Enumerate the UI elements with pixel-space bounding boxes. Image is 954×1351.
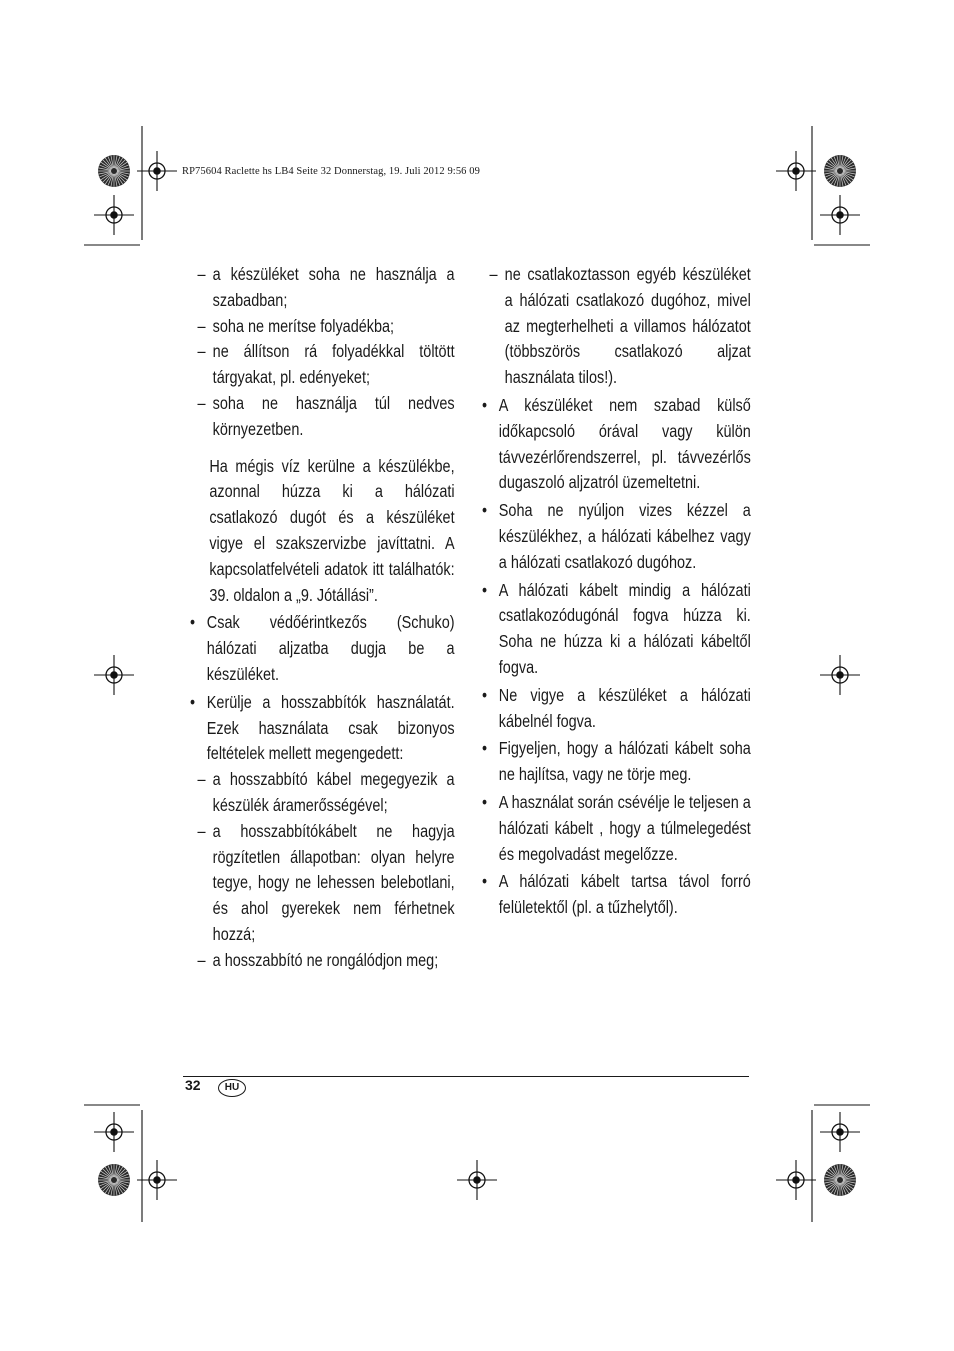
footer-rule [183, 1076, 749, 1077]
list-marker: • [190, 691, 196, 712]
list-item-text: a készüléket soha ne használja a szabadban; [212, 264, 455, 310]
crosshair-circle-icon [94, 195, 134, 235]
paragraph-text: Ha mégis víz kerülne a készülékbe, azonnal húzza ki a hálózati csatlakozó dugót és a készüléket vigye el szakszervizbe javíttatni. A kapcsolatfelvételi adatok itt találhatók: 39. oldalon a „9. Jótállási”. [209, 455, 455, 605]
right-column [482, 262, 751, 921]
list-item-text: Csak védőérintkezős (Schuko) hálózati aljzatba dugja be a készüléket. [206, 612, 455, 684]
list-marker: – [197, 949, 206, 970]
list-item-text: ne csatlakoztasson egyéb készüléket a hálózati csatlakozó dugóhoz, mivel az megterhelheti a villamos hálózatot (többszörös csatlakozó aljzat használata tilos!). [504, 264, 751, 388]
list-marker: • [482, 791, 488, 812]
starburst-wheel-icon [98, 155, 130, 187]
crosshair-circle-icon [820, 655, 860, 695]
list-item [482, 578, 751, 681]
list-item-text: a hosszabbító kábel megegyezik a készülék áramerősségével; [212, 769, 455, 815]
language-badge: HU [218, 1079, 246, 1097]
list-item [482, 790, 751, 867]
list-marker: • [482, 684, 488, 705]
list-item [190, 262, 455, 314]
list-item [482, 262, 751, 391]
list-item [482, 736, 751, 788]
list-marker: – [197, 392, 206, 413]
list-item [482, 498, 751, 575]
crosshair-circle-icon [820, 195, 860, 235]
list-item [482, 393, 751, 496]
crosshair-circle-icon [137, 151, 177, 191]
list-marker: • [482, 394, 488, 415]
list-marker: • [190, 612, 196, 633]
list-item [482, 683, 751, 735]
list-marker: – [197, 820, 206, 841]
list-item-text: Kerülje a hosszabbítók használatát. Ezek használata csak bizonyos feltételek mellett megengedett: [206, 691, 455, 764]
list-item-text: Figyeljen, hogy a hálózati kábelt soha ne hajlítsa, vagy ne törje meg. [498, 738, 751, 785]
paragraph [190, 454, 455, 609]
list-item [190, 819, 455, 948]
list-item-text: a hosszabbító ne rongálódjon meg; [212, 949, 439, 970]
list-marker: – [489, 264, 498, 284]
crosshair-circle-icon [94, 1112, 134, 1152]
list-item [190, 314, 455, 340]
list-item-text: a hosszabbítókábelt ne hagyja rögzítetlen állapotban: olyan helyre tegye, hogy ne lehessen belebotlani, és ahol gyerekek nem férhetnek hozzá; [212, 820, 455, 944]
list-marker: – [197, 769, 206, 790]
starburst-wheel-icon [824, 155, 856, 187]
starburst-wheel-icon [824, 1164, 856, 1196]
list-item-text: ne állítson rá folyadékkal töltött tárgyakat, pl. edényeket; [212, 341, 455, 388]
list-item [190, 339, 455, 391]
list-item-text: A hálózati kábelt tartsa távol forró felületektől (pl. a tűzhelytől). [498, 871, 751, 918]
crosshair-circle-icon [94, 655, 134, 695]
list-item-text: A használat során csévélje le teljesen a hálózati kábelt , hogy a túlmelegedést és megolvadást megelőzze. [498, 791, 751, 864]
list-marker: – [197, 341, 206, 362]
list-item [190, 610, 455, 687]
list-marker: – [197, 315, 206, 336]
list-item [190, 690, 455, 767]
list-item [190, 391, 455, 443]
list-item [190, 948, 455, 974]
list-marker: • [482, 500, 488, 521]
page-number: 32 [185, 1077, 201, 1093]
list-item [482, 869, 751, 921]
left-column [190, 262, 455, 974]
list-marker: • [482, 871, 488, 892]
list-item-text: A hálózati kábelt mindig a hálózati csatlakozódugónál fogva húzza ki. Soha ne húzza ki a hálózati kábeltől fogva. [498, 579, 751, 677]
crosshair-circle-icon [457, 1160, 497, 1200]
starburst-wheel-icon [98, 1164, 130, 1196]
crosshair-circle-icon [776, 151, 816, 191]
crosshair-circle-icon [137, 1160, 177, 1200]
list-item-text: Ne vigye a készüléket a hálózati kábelnél fogva. [498, 684, 751, 731]
list-item [190, 767, 455, 819]
list-item-text: soha ne merítse folyadékba; [212, 315, 395, 336]
list-marker: • [482, 738, 488, 759]
crosshair-circle-icon [820, 1112, 860, 1152]
list-marker: – [197, 264, 206, 284]
crosshair-circle-icon [776, 1160, 816, 1200]
print-header: RP75604 Raclette hs LB4 Seite 32 Donnerstag, 19. Juli 2012 9:56 09 [182, 166, 480, 177]
list-item-text: soha ne használja túl nedves környezetben. [212, 392, 455, 439]
list-marker: • [482, 579, 488, 600]
list-item-text: A készüléket nem szabad külső időkapcsoló órával vagy külön távvezérlőrendszerrel, pl. távvezérlős dugaszoló aljzatról üzemeltetni. [498, 394, 751, 493]
list-item-text: Soha ne nyúljon vizes kézzel a készülékhez, a hálózati kábelhez vagy a hálózati csatlakozó dugóhoz. [498, 500, 751, 572]
